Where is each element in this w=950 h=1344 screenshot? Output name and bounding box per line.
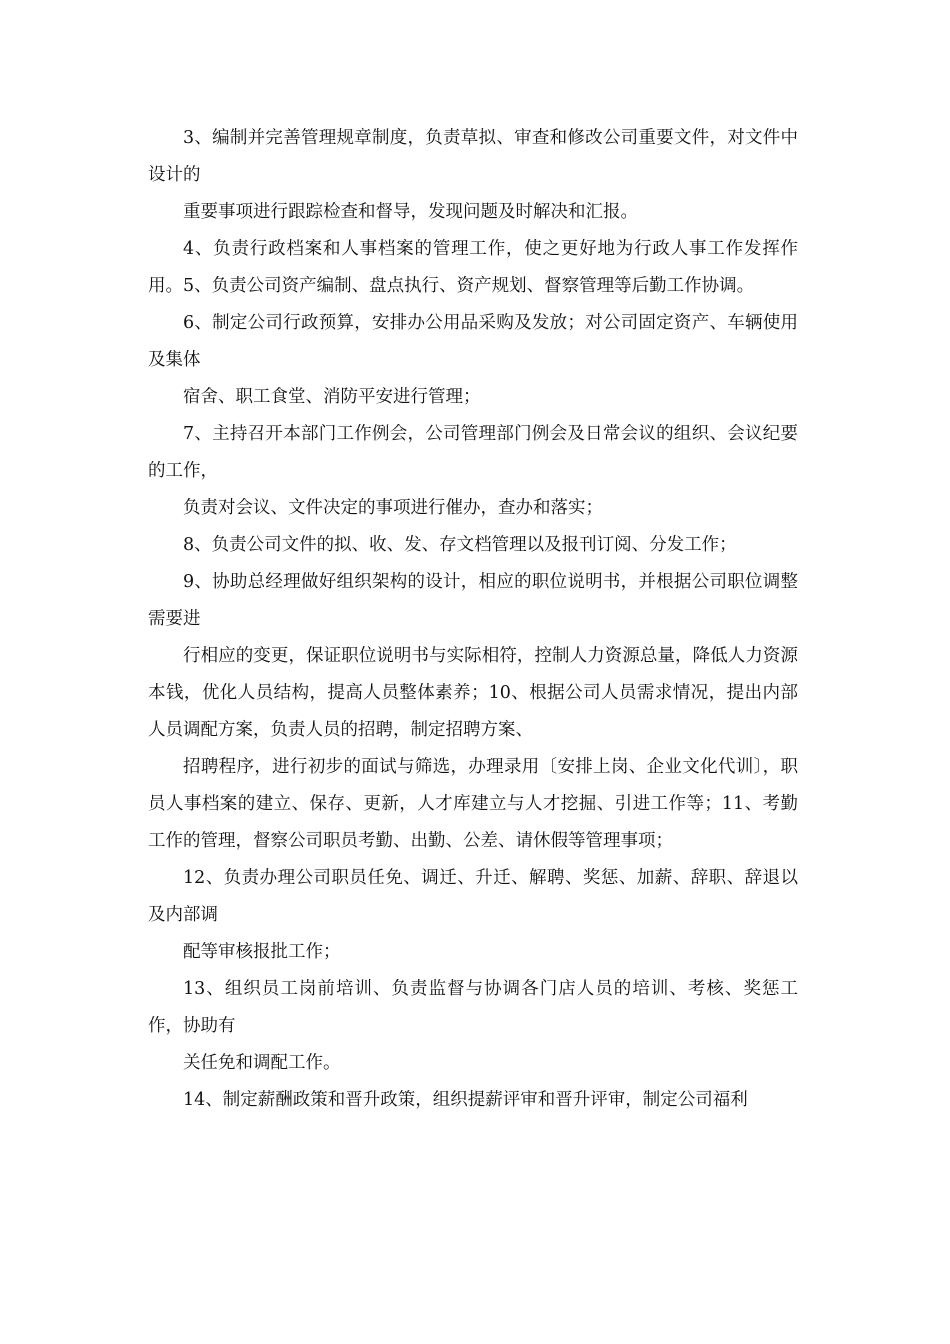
paragraph-continuation: 行相应的变更，保证职位说明书与实际相符，控制人力资源总量，降低人力资源本钱，优化人员结构，提高人员整体素养；10、根据公司人员需求情况，提出内部人员调配方案，负责人员的招聘，制定招聘方案、: [148, 646, 798, 740]
paragraph-item-9: 9、协助总经理做好组织架构的设计，相应的职位说明书，并根据公司职位调整需要进: [148, 572, 798, 629]
paragraph-continuation: 关任免和调配工作。: [183, 1053, 341, 1073]
paragraph-continuation: 配等审核报批工作；: [183, 942, 341, 962]
paragraph-item-8: 8、负责公司文件的拟、收、发、存文档管理以及报刊订阅、分发工作；: [183, 535, 737, 555]
paragraph-continuation: 宿舍、职工食堂、消防平安进行管理；: [183, 387, 481, 407]
paragraph-item-7: 7、主持召开本部门工作例会，公司管理部门例会及日常会议的组织、会议纪要的工作，: [148, 424, 798, 481]
document-body: [148, 120, 798, 1119]
paragraph-item-12: 12、负责办理公司职员任免、调迁、升迁、解聘、奖惩、加薪、辞职、辞退以及内部调: [148, 868, 798, 925]
paragraph-item-3: 3、编制并完善管理规章制度，负责草拟、审查和修改公司重要文件，对文件中设计的: [148, 128, 798, 185]
paragraph-item-14: 14、制定薪酬政策和晋升政策，组织提薪评审和晋升评审，制定公司福利: [183, 1090, 748, 1110]
paragraph-item-6: 6、制定公司行政预算，安排办公用品采购及发放；对公司固定资产、车辆使用及集体: [148, 313, 798, 370]
paragraph-continuation: 负责对会议、文件决定的事项进行催办，查办和落实；: [183, 498, 603, 518]
paragraph-continuation: 重要事项进行跟踪检查和督导，发现问题及时解决和汇报。: [183, 202, 638, 222]
paragraph-item-13: 13、组织员工岗前培训、负责监督与协调各门店人员的培训、考核、奖惩工作，协助有: [148, 979, 798, 1036]
paragraph-continuation: 招聘程序，进行初步的面试与筛选，办理录用〔安排上岗、企业文化代训〕，职员人事档案的建立、保存、更新，人才库建立与人才挖掘、引进工作等；11、考勤工作的管理，督察公司职员考勤、出勤、公差、请休假等管理事项；: [148, 757, 798, 851]
paragraph-item-4-5: 4、负责行政档案和人事档案的管理工作，使之更好地为行政人事工作发挥作用。5、负责公司资产编制、盘点执行、资产规划、督察管理等后勤工作协调。: [148, 239, 798, 296]
